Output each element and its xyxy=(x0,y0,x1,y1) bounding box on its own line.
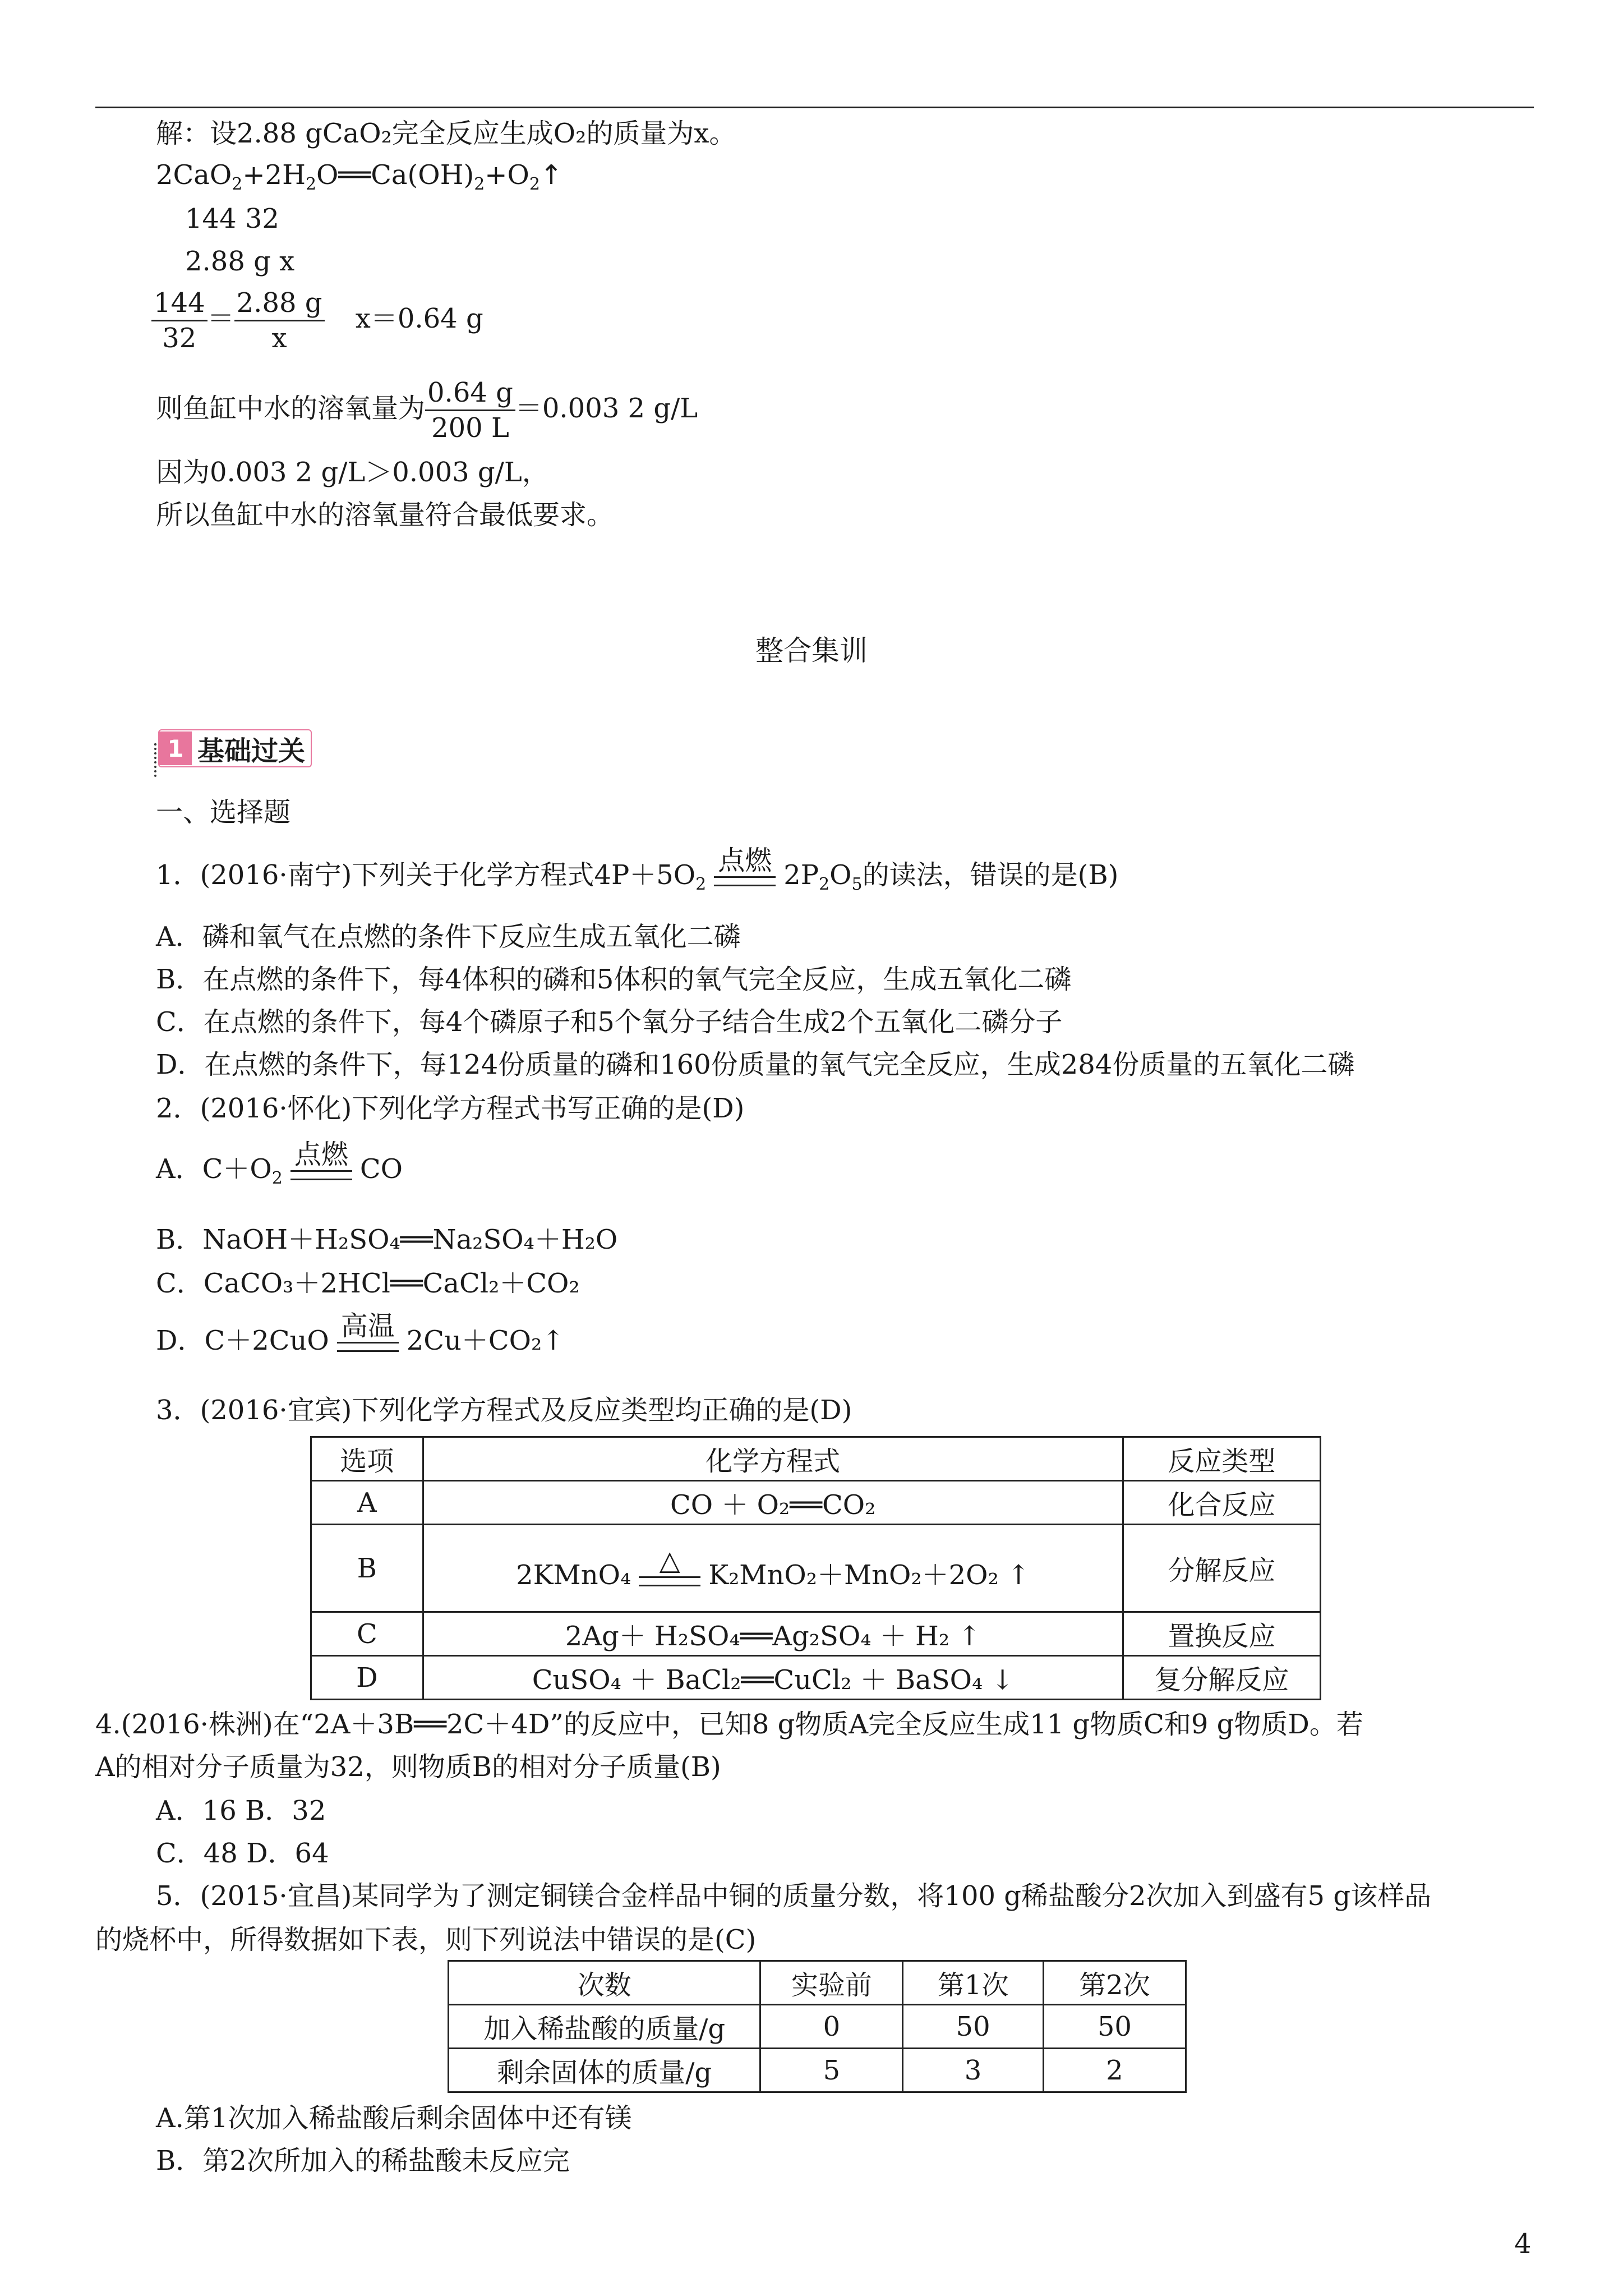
q4-options-row-2: C．48 D．64 xyxy=(156,1838,329,1869)
table-row xyxy=(311,1525,1321,1612)
solution-compare: 因为0.003 2 g/L＞0.003 g/L， xyxy=(156,457,549,488)
q5-header-times: 次数 xyxy=(449,1961,760,2005)
top-rule xyxy=(95,107,1534,108)
table-row xyxy=(311,1612,1321,1656)
q4-options-row-1: A．16 B．32 xyxy=(156,1795,326,1826)
q2-option-a: A．$C+O_2$ 点燃 CO xyxy=(156,1139,403,1188)
part-heading: 一、选择题 xyxy=(156,797,291,828)
q3-cell-equation: CuSO₄ ＋ BaCl₂══CuCl₂ ＋ BaSO₄ ↓ xyxy=(423,1656,1123,1700)
q5-table xyxy=(448,1960,1187,2093)
q5-stem-line-1: 5．(2015·宜昌)某同学为了测定铜镁合金样品中铜的质量分数，将100 g稀盐酸分2次加入到盛有5 g该样品 xyxy=(156,1880,1432,1912)
q5-option-a: A.第1次加入稀盐酸后剩余固体中还有镁 xyxy=(156,2102,632,2134)
q2-option-b: B．NaOH＋H₂SO₄══Na₂SO₄＋H₂O xyxy=(156,1224,618,1255)
q3-cell-type: 置换反应 xyxy=(1123,1612,1320,1656)
q3-header-equation: 化学方程式 xyxy=(423,1437,1123,1481)
solution-line-1: 解：设2.88 gCaO₂完全反应生成O₂的质量为x。 xyxy=(156,118,736,149)
solution-conclusion: 所以鱼缸中水的溶氧量符合最低要求。 xyxy=(156,499,614,531)
q3-header-option: 选项 xyxy=(311,1437,423,1481)
section-badge xyxy=(158,729,312,767)
q5-cell: 剩余固体的质量/g xyxy=(449,2049,760,2092)
q4-stem-line-1: 4.(2016·株洲)在“2A＋3B══2C＋4D”的反应中，已知8 g物质A完全反应生成11 g物质C和9 g物质D。若 xyxy=(95,1709,1363,1740)
table-row xyxy=(449,2049,1186,2092)
q3-cell-type: 分解反应 xyxy=(1123,1525,1320,1612)
q3-cell-type: 化合反应 xyxy=(1123,1481,1320,1525)
solution-equation: $2CaO_2+2H_2O══Ca(OH)_2+O_2↑$ xyxy=(156,159,563,194)
q1-option-b: B．在点燃的条件下，每4体积的磷和5体积的氧气完全反应，生成五氧化二磷 xyxy=(156,964,1072,995)
section-title: 整合集训 xyxy=(755,634,868,667)
solution-mass-row-2: 2.88 g x xyxy=(185,246,295,277)
q3-cell-option: A xyxy=(311,1481,423,1525)
q1-stem: 1．(2016·南宁)下列关于化学方程式$4P+5O_2$ 点燃 $2P_2O_5$的读法，错误的是(B) xyxy=(156,845,1119,894)
table-row xyxy=(311,1656,1321,1700)
q3-cell-option: D xyxy=(311,1656,423,1700)
q3-cell-equation: 2KMnO₄ △ K₂MnO₂＋MnO₂＋2O₂ ↑ xyxy=(423,1525,1123,1612)
q5-header-first: 第1次 xyxy=(903,1961,1043,2005)
q5-cell: 3 xyxy=(903,2049,1043,2092)
q5-cell: 2 xyxy=(1043,2049,1186,2092)
q1-option-d: D．在点燃的条件下，每124份质量的磷和160份质量的氧气完全反应，生成284份质量的五氧化二磷 xyxy=(156,1049,1355,1080)
q3-cell-type: 复分解反应 xyxy=(1123,1656,1320,1700)
q5-cell: 5 xyxy=(760,2049,903,2092)
solution-proportion: $\frac{144}{32}$ ＝ $\frac{2.88 g}{x}$ x＝0.64 g xyxy=(151,286,483,355)
q4-stem-line-2: A的相对分子质量为32，则物质B的相对分子质量(B) xyxy=(95,1751,721,1783)
q1-option-a: A．磷和氧气在点燃的条件下反应生成五氧化二磷 xyxy=(156,921,741,953)
q3-cell-equation: CO ＋ O₂══CO₂ xyxy=(423,1481,1123,1525)
q3-cell-equation: 2Ag＋ H₂SO₄══Ag₂SO₄ ＋ H₂ ↑ xyxy=(423,1612,1123,1656)
q3-cell-option: B xyxy=(311,1525,423,1612)
q3-cell-option: C xyxy=(311,1612,423,1656)
q5-cell: 0 xyxy=(760,2005,903,2049)
q5-stem-line-2: 的烧杯中，所得数据如下表，则下列说法中错误的是(C) xyxy=(95,1924,757,1955)
q3-stem: 3．(2016·宜宾)下列化学方程式及反应类型均正确的是(D) xyxy=(156,1395,852,1426)
solution-oxygen-calc: 则鱼缸中水的溶氧量为 $\frac{0.64 g}{200 L}$ ＝0.003 2 g/L xyxy=(156,377,698,444)
page-number: 4 xyxy=(1514,2228,1532,2260)
badge-number: 1 xyxy=(159,731,192,765)
q2-stem: 2．(2016·怀化)下列化学方程式书写正确的是(D) xyxy=(156,1093,745,1124)
table-row xyxy=(449,2005,1186,2049)
solution-mass-row-1: 144 32 xyxy=(185,203,279,234)
q5-header-before: 实验前 xyxy=(760,1961,903,2005)
q2-option-c: C．CaCO₃＋2HCl══CaCl₂＋CO₂ xyxy=(156,1268,580,1299)
q5-cell: 加入稀盐酸的质量/g xyxy=(449,2005,760,2049)
q5-header-second: 第2次 xyxy=(1043,1961,1186,2005)
q2-option-d: D．C＋2CuO 高温 2Cu＋CO₂↑ xyxy=(156,1310,565,1356)
q5-option-b: B．第2次所加入的稀盐酸未反应完 xyxy=(156,2145,570,2177)
q5-cell: 50 xyxy=(1043,2005,1186,2049)
q3-header-type: 反应类型 xyxy=(1123,1437,1320,1481)
q5-cell: 50 xyxy=(903,2005,1043,2049)
badge-label: 基础过关 xyxy=(197,735,306,767)
dotted-guide-vertical xyxy=(154,743,156,777)
q3-table xyxy=(310,1436,1321,1700)
table-row xyxy=(311,1481,1321,1525)
q1-option-c: C．在点燃的条件下，每4个磷原子和5个氧分子结合生成2个五氧化二磷分子 xyxy=(156,1006,1063,1038)
